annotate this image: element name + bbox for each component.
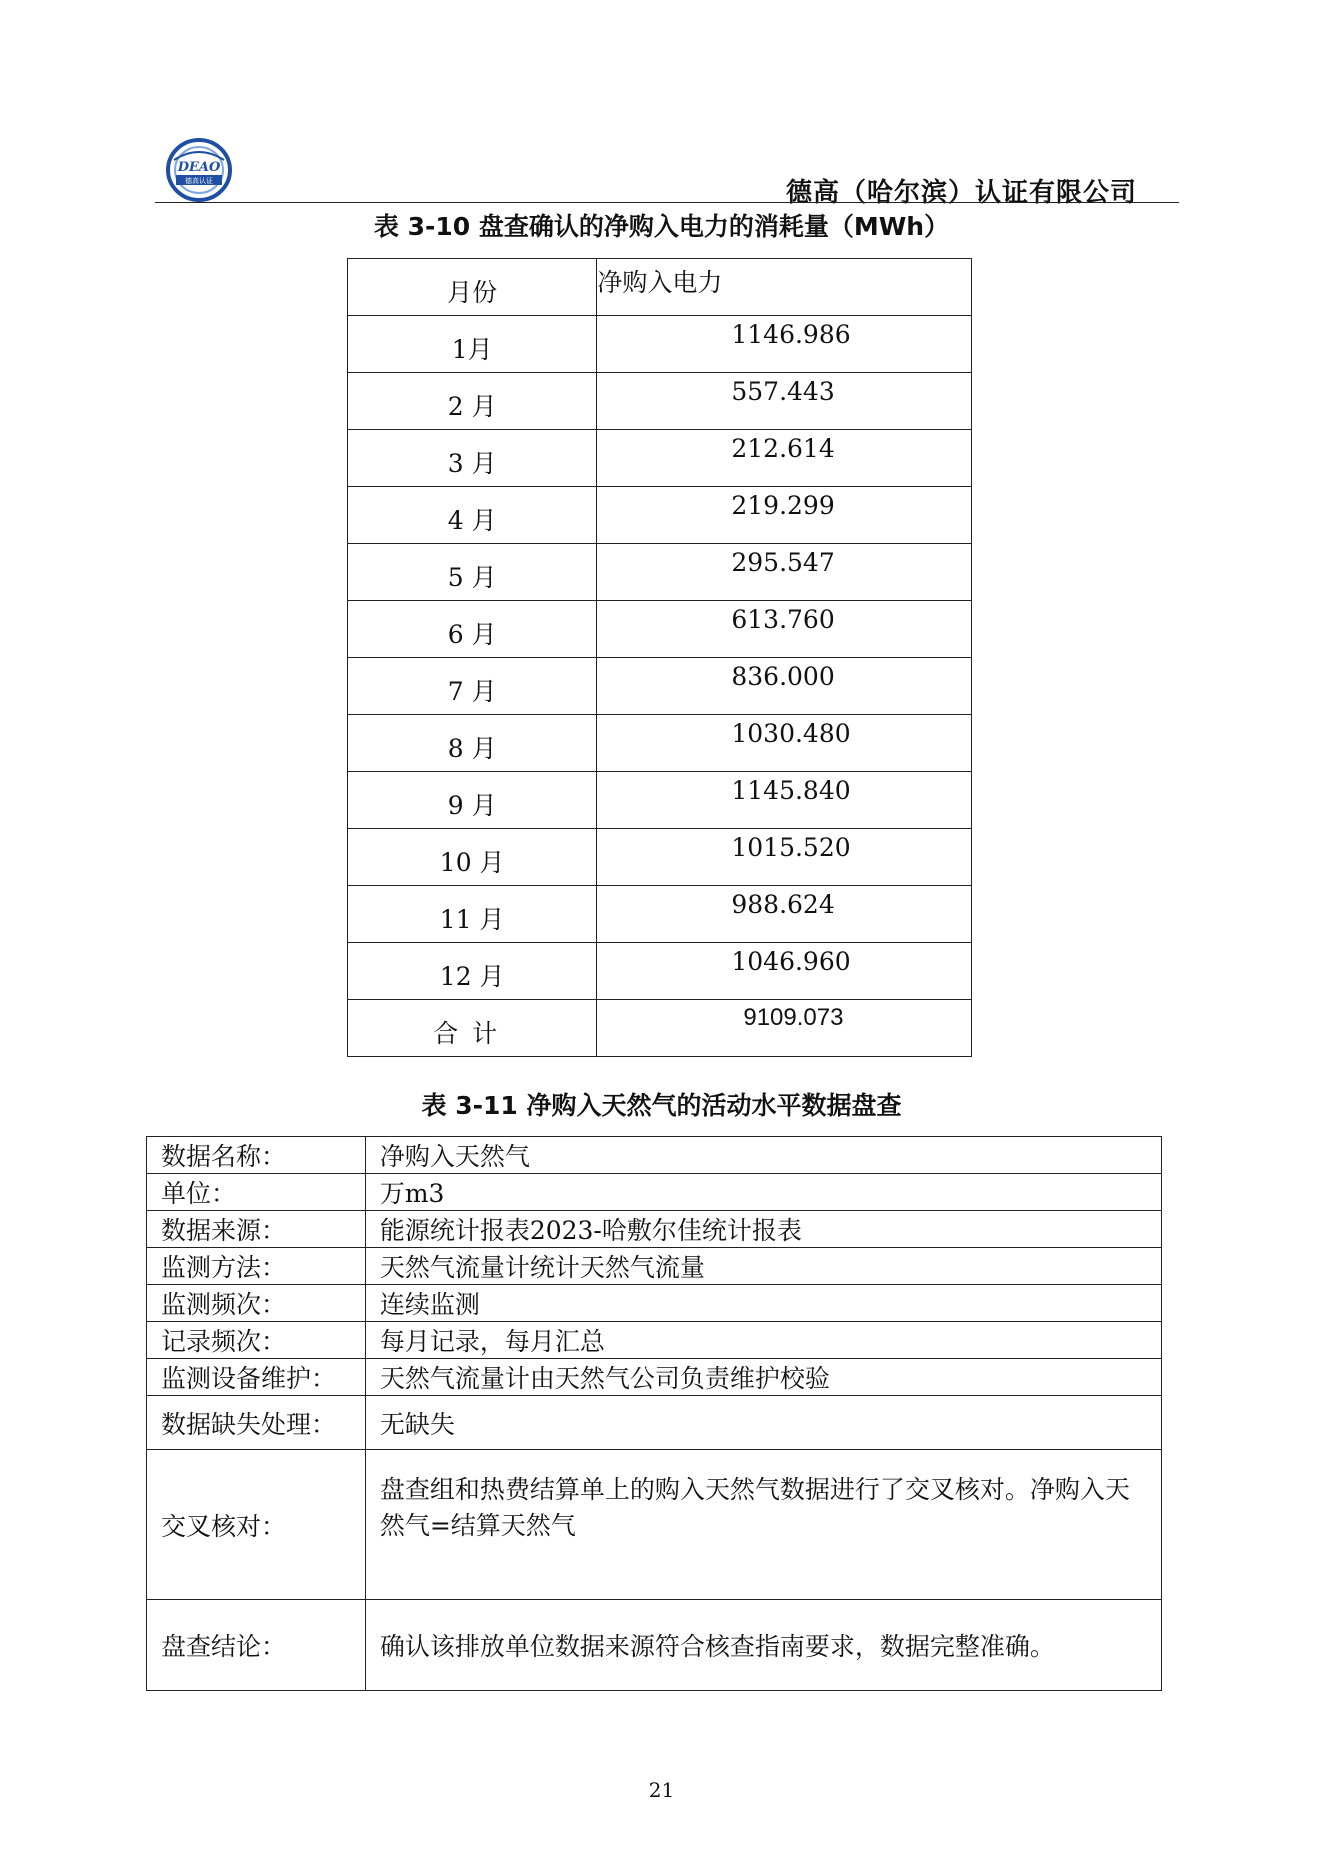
month-cell: 4 月 xyxy=(348,487,597,544)
company-name: 德高（哈尔滨）认证有限公司 xyxy=(785,178,1137,208)
field-value: 盘查组和热费结算单上的购入天然气数据进行了交叉核对。净购入天然气=结算天然气 xyxy=(365,1450,1161,1600)
month-cell: 5 月 xyxy=(348,544,597,601)
table-header-row xyxy=(348,259,972,316)
table-row xyxy=(147,1322,1162,1359)
logo-text: DEAO xyxy=(177,160,221,175)
table-row xyxy=(147,1248,1162,1285)
table-row xyxy=(348,544,972,601)
electricity-value-cell: 1046.960 xyxy=(597,943,972,1000)
field-value: 净购入天然气 xyxy=(365,1137,1161,1174)
table1-caption: 表 3-10 盘查确认的净购入电力的消耗量（MWh） xyxy=(373,212,950,241)
table-row xyxy=(147,1137,1162,1174)
field-label: 数据名称： xyxy=(147,1137,366,1174)
field-value: 无缺失 xyxy=(365,1396,1161,1450)
table-row xyxy=(348,715,972,772)
month-cell: 6 月 xyxy=(348,601,597,658)
field-value: 每月记录，每月汇总 xyxy=(365,1322,1161,1359)
electricity-value-cell: 219.299 xyxy=(597,487,972,544)
total-label: 合计 xyxy=(348,1000,597,1057)
electricity-value-cell: 1145.840 xyxy=(597,772,972,829)
field-value: 天然气流量计统计天然气流量 xyxy=(365,1248,1161,1285)
field-value: 能源统计报表2023-哈敷尔佳统计报表 xyxy=(365,1211,1161,1248)
header-divider xyxy=(155,202,1179,203)
table-row xyxy=(147,1450,1162,1600)
table-row xyxy=(348,487,972,544)
table-row xyxy=(348,886,972,943)
field-value: 连续监测 xyxy=(365,1285,1161,1322)
table-row xyxy=(147,1174,1162,1211)
month-cell: 3 月 xyxy=(348,430,597,487)
natural-gas-table-body xyxy=(147,1137,1162,1691)
electricity-value-cell: 212.614 xyxy=(597,430,972,487)
company-logo xyxy=(166,138,232,202)
electricity-value-cell: 836.000 xyxy=(597,658,972,715)
month-cell: 2 月 xyxy=(348,373,597,430)
field-value: 万m3 xyxy=(365,1174,1161,1211)
logo-subtext: 德高认证 xyxy=(185,177,213,185)
field-label: 数据缺失处理： xyxy=(147,1396,366,1450)
field-label: 记录频次： xyxy=(147,1322,366,1359)
month-cell: 11 月 xyxy=(348,886,597,943)
table-row xyxy=(348,316,972,373)
page-number: 21 xyxy=(648,1778,675,1802)
table-row xyxy=(348,430,972,487)
electricity-value-cell: 1015.520 xyxy=(597,829,972,886)
electricity-value-cell: 613.760 xyxy=(597,601,972,658)
field-label: 监测方法： xyxy=(147,1248,366,1285)
table-row xyxy=(147,1285,1162,1322)
electricity-value-cell: 988.624 xyxy=(597,886,972,943)
table-row xyxy=(348,772,972,829)
electricity-value-cell: 295.547 xyxy=(597,544,972,601)
electricity-value-cell: 1146.986 xyxy=(597,316,972,373)
table-row xyxy=(147,1600,1162,1691)
field-value: 天然气流量计由天然气公司负责维护校验 xyxy=(365,1359,1161,1396)
table-row xyxy=(348,658,972,715)
field-label: 盘查结论： xyxy=(147,1600,366,1691)
month-cell: 12 月 xyxy=(348,943,597,1000)
field-label: 监测设备维护： xyxy=(147,1359,366,1396)
electricity-value-cell: 557.443 xyxy=(597,373,972,430)
month-cell: 9 月 xyxy=(348,772,597,829)
field-value: 确认该排放单位数据来源符合核查指南要求，数据完整准确。 xyxy=(365,1600,1161,1691)
field-label: 数据来源： xyxy=(147,1211,366,1248)
column-header-electricity: 净购入电力 xyxy=(597,259,972,316)
table2-caption: 表 3-11 净购入天然气的活动水平数据盘查 xyxy=(421,1091,902,1120)
table-row xyxy=(348,943,972,1000)
natural-gas-table xyxy=(146,1136,1162,1691)
month-cell: 8 月 xyxy=(348,715,597,772)
month-cell: 10 月 xyxy=(348,829,597,886)
field-label: 监测频次： xyxy=(147,1285,366,1322)
table-row xyxy=(147,1211,1162,1248)
total-value: 9109.073 xyxy=(597,1000,972,1057)
column-header-month: 月份 xyxy=(348,259,597,316)
field-label: 单位： xyxy=(147,1174,366,1211)
month-cell: 1月 xyxy=(348,316,597,373)
field-label: 交叉核对： xyxy=(147,1450,366,1600)
electricity-value-cell: 1030.480 xyxy=(597,715,972,772)
month-cell: 7 月 xyxy=(348,658,597,715)
table-row xyxy=(147,1396,1162,1450)
table-row xyxy=(348,829,972,886)
table-row xyxy=(348,373,972,430)
electricity-table xyxy=(347,258,972,1057)
table-row xyxy=(147,1359,1162,1396)
total-row xyxy=(348,1000,972,1057)
table-row xyxy=(348,601,972,658)
electricity-table-body xyxy=(348,316,972,1000)
